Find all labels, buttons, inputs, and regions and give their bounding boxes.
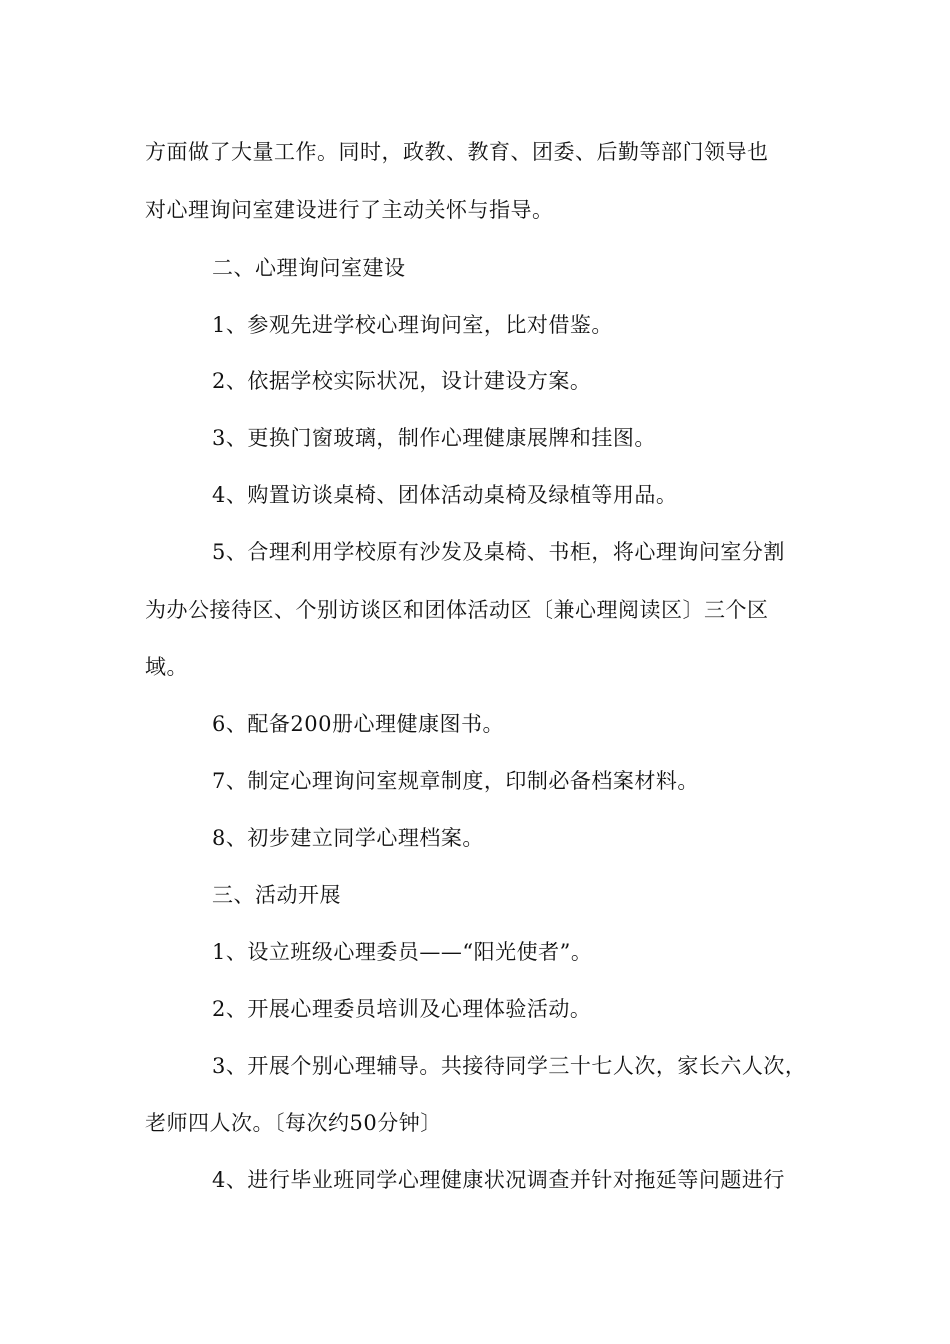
list-item: 3、更换门窗玻璃，制作心理健康展牌和挂图。 bbox=[212, 426, 656, 450]
list-item: 1、参观先进学校心理询问室，比对借鉴。 bbox=[212, 313, 613, 337]
text-line: 域。 bbox=[145, 655, 188, 679]
section-heading: 三、活动开展 bbox=[212, 883, 341, 907]
list-item: 5、合理利用学校原有沙发及桌椅、书柜，将心理询问室分割 bbox=[212, 540, 785, 564]
text-line: 为办公接待区、个别访谈区和团体活动区〔兼心理阅读区〕三个区 bbox=[145, 598, 769, 622]
list-item: 4、进行毕业班同学心理健康状况调查并针对拖延等问题进行 bbox=[212, 1168, 785, 1192]
list-item: 2、开展心理委员培训及心理体验活动。 bbox=[212, 997, 592, 1021]
text-line: 老师四人次。〔每次约50分钟〕 bbox=[145, 1111, 442, 1135]
list-item: 6、配备200册心理健康图书。 bbox=[212, 712, 504, 736]
text-line: 方面做了大量工作。同时，政教、教育、团委、后勤等部门领导也 bbox=[145, 140, 769, 164]
section-heading: 二、心理询问室建设 bbox=[212, 256, 406, 280]
list-item: 3、开展个别心理辅导。共接待同学三十七人次，家长六人次， bbox=[212, 1054, 807, 1078]
list-item: 1、设立班级心理委员——“阳光使者”。 bbox=[212, 940, 593, 964]
list-item: 2、依据学校实际状况，设计建设方案。 bbox=[212, 369, 592, 393]
list-item: 4、购置访谈桌椅、团体活动桌椅及绿植等用品。 bbox=[212, 483, 678, 507]
list-item: 7、制定心理询问室规章制度，印制必备档案材料。 bbox=[212, 769, 699, 793]
list-item: 8、初步建立同学心理档案。 bbox=[212, 826, 484, 850]
text-line: 对心理询问室建设进行了主动关怀与指导。 bbox=[145, 198, 554, 222]
